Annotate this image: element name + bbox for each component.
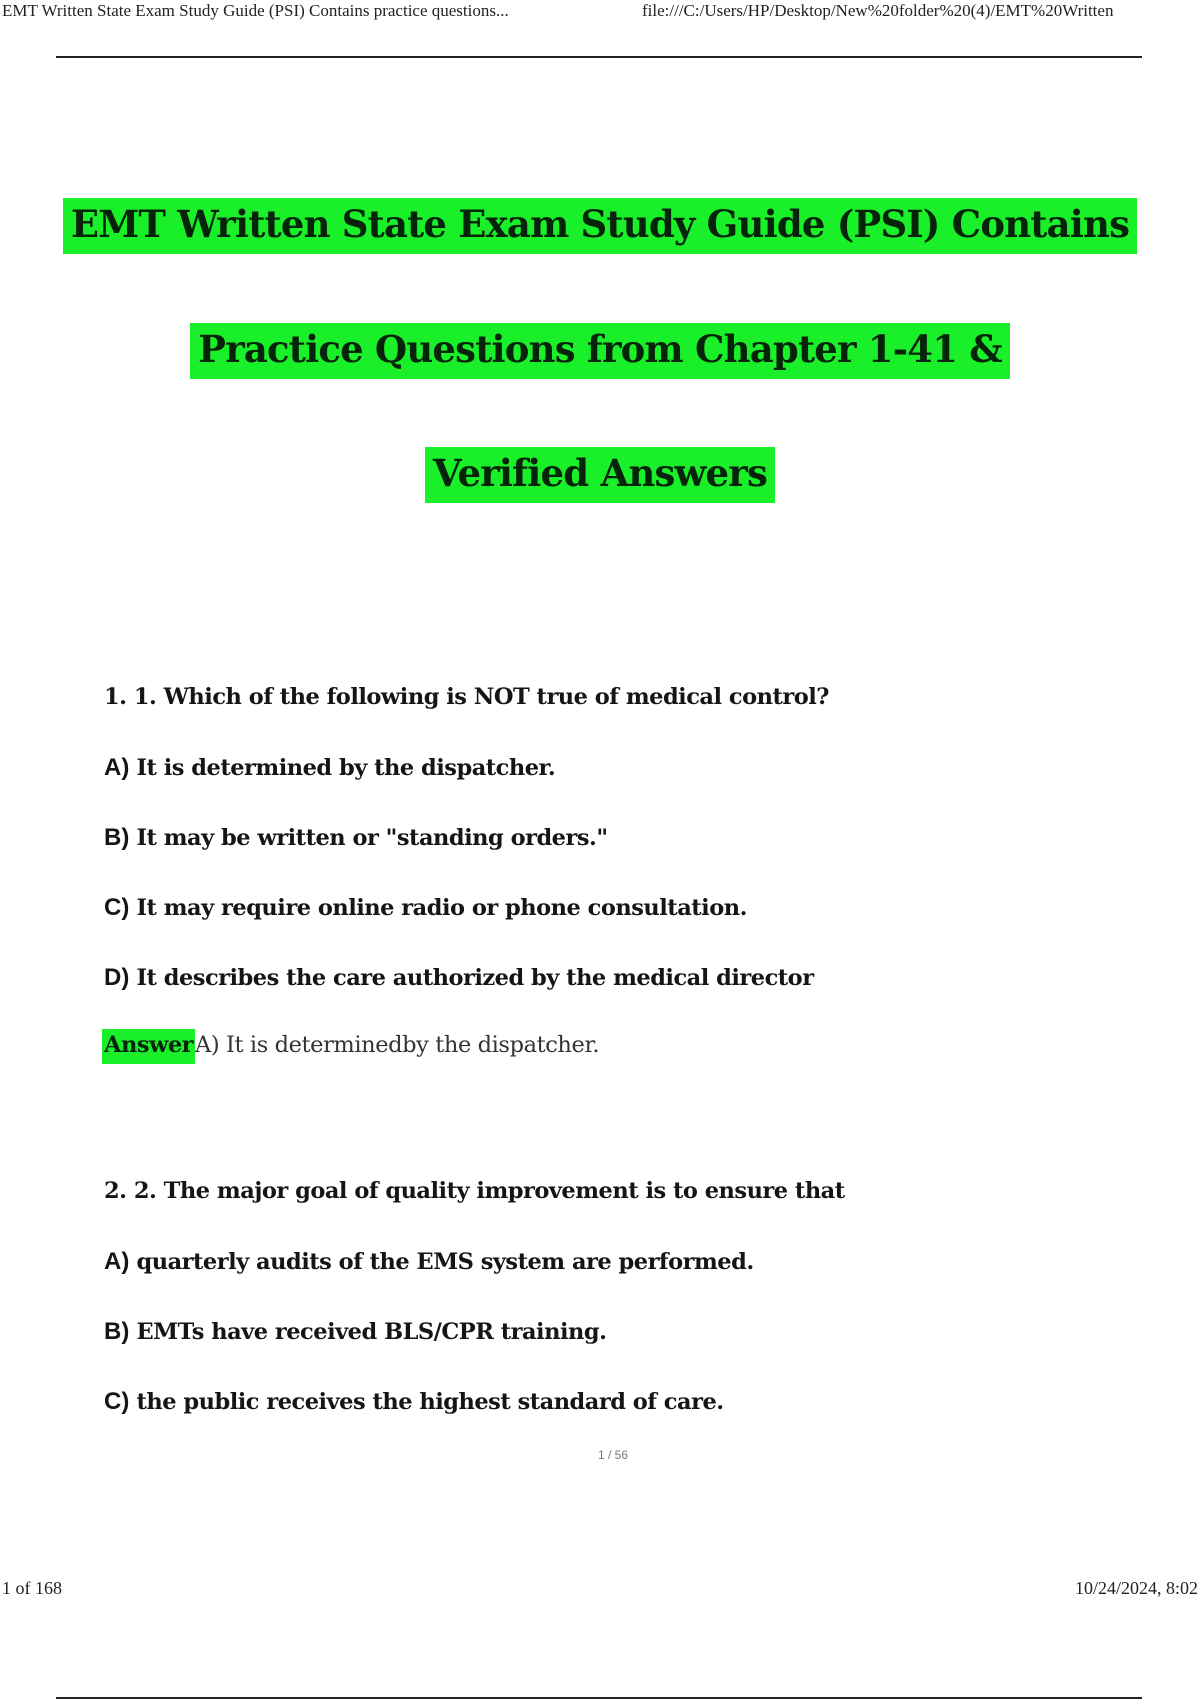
print-footer-page: 1 of 168 [2, 1578, 62, 1598]
question-1-answer [102, 1032, 599, 1058]
option-letter: C) [104, 894, 130, 921]
page-indicator: 1 / 56 [597, 1448, 629, 1462]
question-2-text: 2. 2. The major goal of quality improvement is to ensure that [104, 1178, 845, 1204]
answer-text: A) It is determinedby the dispatcher. [195, 1032, 600, 1058]
question-1-option-c [104, 894, 747, 922]
option-letter: A) [104, 754, 130, 781]
option-text: the public receives the highest standard of care. [136, 1389, 724, 1415]
option-text: It describes the care authorized by the medical director [136, 965, 814, 991]
option-text: EMTs have received BLS/CPR training. [136, 1319, 607, 1345]
question-2-option-c [104, 1388, 724, 1416]
option-letter: A) [104, 1248, 130, 1275]
option-text: It may require online radio or phone consultation. [136, 895, 747, 921]
option-text: It is determined by the dispatcher. [136, 755, 556, 781]
document-title-line-2 [0, 327, 1200, 371]
question-1-option-a [104, 754, 555, 782]
print-footer-datetime: 10/24/2024, 8:02 [1074, 1578, 1198, 1598]
print-header-url: file:///C:/Users/HP/Desktop/New%20folder%20(4)/EMT%20Written [642, 1, 1114, 20]
answer-label: Answer [102, 1029, 195, 1064]
question-1-option-d [104, 964, 814, 992]
question-1-text: 1. 1. Which of the following is NOT true of medical control? [104, 684, 829, 710]
top-divider [56, 56, 1142, 58]
document-title-line-1 [0, 202, 1200, 246]
bottom-divider [56, 1697, 1142, 1699]
option-text: quarterly audits of the EMS system are performed. [136, 1249, 754, 1275]
question-1-option-b [104, 824, 608, 852]
question-2-option-b [104, 1318, 606, 1346]
option-letter: B) [104, 1318, 130, 1345]
document-title-line-3 [0, 451, 1200, 495]
option-letter: B) [104, 824, 130, 851]
title-highlight: Verified Answers [425, 447, 775, 503]
option-letter: D) [104, 964, 130, 991]
option-letter: C) [104, 1388, 130, 1415]
print-header [0, 0, 1200, 26]
question-2-option-a [104, 1248, 754, 1276]
title-highlight: Practice Questions from Chapter 1-41 & [190, 323, 1010, 379]
option-text: It may be written or "standing orders." [136, 825, 608, 851]
title-highlight: EMT Written State Exam Study Guide (PSI) Contains [63, 198, 1137, 254]
print-header-title: EMT Written State Exam Study Guide (PSI) Contains practice questions... [2, 1, 509, 20]
